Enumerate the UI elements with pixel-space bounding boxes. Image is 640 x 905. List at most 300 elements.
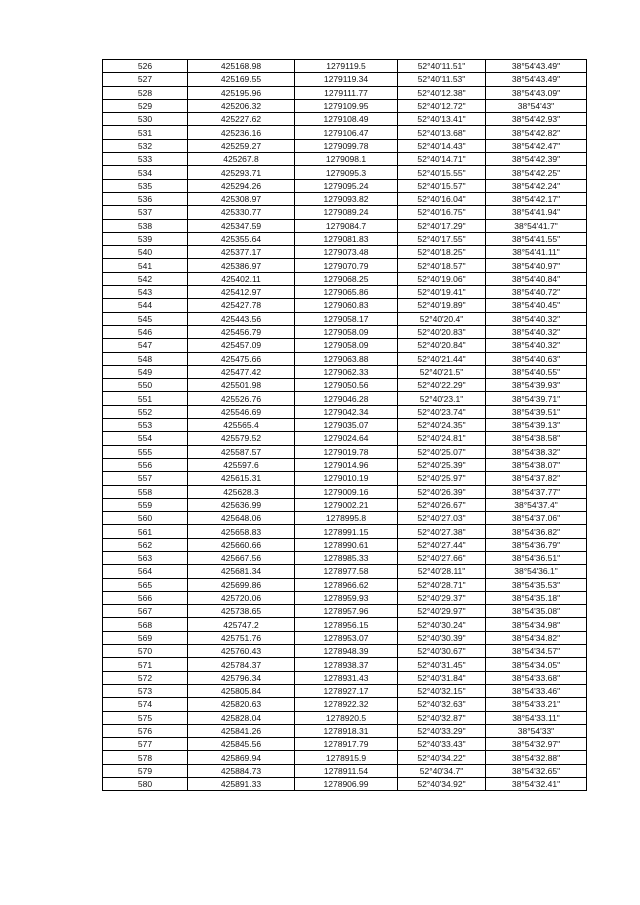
point-number-cell: 566 — [103, 591, 188, 604]
x-coordinate-cell: 425546.69 — [188, 405, 295, 418]
latitude-cell: 52°40'30.39" — [398, 631, 486, 644]
point-number-cell: 536 — [103, 192, 188, 205]
latitude-cell: 52°40'20.84" — [398, 339, 486, 352]
y-coordinate-cell: 1278977.58 — [295, 565, 398, 578]
x-coordinate-cell: 425236.16 — [188, 126, 295, 139]
point-number-cell: 579 — [103, 764, 188, 777]
longitude-cell: 38°54'33" — [486, 724, 587, 737]
x-coordinate-cell: 425227.62 — [188, 113, 295, 126]
longitude-cell: 38°54'38.07" — [486, 458, 587, 471]
table-row — [103, 578, 587, 591]
x-coordinate-cell: 425820.63 — [188, 698, 295, 711]
point-number-cell: 570 — [103, 645, 188, 658]
y-coordinate-cell: 1279062.33 — [295, 365, 398, 378]
table-row — [103, 485, 587, 498]
y-coordinate-cell: 1278906.99 — [295, 778, 398, 791]
latitude-cell: 52°40'12.72" — [398, 99, 486, 112]
point-number-cell: 555 — [103, 445, 188, 458]
point-number-cell: 545 — [103, 312, 188, 325]
table-row — [103, 698, 587, 711]
latitude-cell: 52°40'33.43" — [398, 738, 486, 751]
y-coordinate-cell: 1279068.25 — [295, 272, 398, 285]
x-coordinate-cell: 425412.97 — [188, 286, 295, 299]
y-coordinate-cell: 1278957.96 — [295, 605, 398, 618]
point-number-cell: 573 — [103, 684, 188, 697]
x-coordinate-cell: 425648.06 — [188, 512, 295, 525]
table-row — [103, 472, 587, 485]
x-coordinate-cell: 425293.71 — [188, 166, 295, 179]
longitude-cell: 38°54'40.72" — [486, 286, 587, 299]
longitude-cell: 38°54'38.58" — [486, 432, 587, 445]
table-row — [103, 751, 587, 764]
x-coordinate-cell: 425805.84 — [188, 684, 295, 697]
table-row — [103, 538, 587, 551]
point-number-cell: 561 — [103, 525, 188, 538]
point-number-cell: 544 — [103, 299, 188, 312]
longitude-cell: 38°54'35.18" — [486, 591, 587, 604]
point-number-cell: 574 — [103, 698, 188, 711]
point-number-cell: 569 — [103, 631, 188, 644]
point-number-cell: 548 — [103, 352, 188, 365]
longitude-cell: 38°54'40.32" — [486, 339, 587, 352]
latitude-cell: 52°40'23.74" — [398, 405, 486, 418]
point-number-cell: 550 — [103, 379, 188, 392]
table-row — [103, 724, 587, 737]
point-number-cell: 533 — [103, 153, 188, 166]
y-coordinate-cell: 1278918.31 — [295, 724, 398, 737]
point-number-cell: 540 — [103, 246, 188, 259]
longitude-cell: 38°54'39.51" — [486, 405, 587, 418]
y-coordinate-cell: 1279019.78 — [295, 445, 398, 458]
table-row — [103, 166, 587, 179]
latitude-cell: 52°40'30.24" — [398, 618, 486, 631]
table-row — [103, 379, 587, 392]
table-row — [103, 99, 587, 112]
x-coordinate-cell: 425681.34 — [188, 565, 295, 578]
point-number-cell: 539 — [103, 232, 188, 245]
latitude-cell: 52°40'33.29" — [398, 724, 486, 737]
longitude-cell: 38°54'39.71" — [486, 392, 587, 405]
latitude-cell: 52°40'26.39" — [398, 485, 486, 498]
x-coordinate-cell: 425294.26 — [188, 179, 295, 192]
x-coordinate-cell: 425501.98 — [188, 379, 295, 392]
latitude-cell: 52°40'12.38" — [398, 86, 486, 99]
point-number-cell: 580 — [103, 778, 188, 791]
point-number-cell: 546 — [103, 325, 188, 338]
table-row — [103, 432, 587, 445]
latitude-cell: 52°40'22.29" — [398, 379, 486, 392]
x-coordinate-cell: 425259.27 — [188, 139, 295, 152]
longitude-cell: 38°54'39.13" — [486, 419, 587, 432]
latitude-cell: 52°40'32.15" — [398, 684, 486, 697]
point-number-cell: 528 — [103, 86, 188, 99]
point-number-cell: 567 — [103, 605, 188, 618]
x-coordinate-cell: 425869.94 — [188, 751, 295, 764]
latitude-cell: 52°40'20.4" — [398, 312, 486, 325]
x-coordinate-cell: 425660.66 — [188, 538, 295, 551]
y-coordinate-cell: 1278911.54 — [295, 764, 398, 777]
point-number-cell: 563 — [103, 551, 188, 564]
point-number-cell: 553 — [103, 419, 188, 432]
table-row — [103, 73, 587, 86]
y-coordinate-cell: 1279010.19 — [295, 472, 398, 485]
point-number-cell: 568 — [103, 618, 188, 631]
x-coordinate-cell: 425526.76 — [188, 392, 295, 405]
table-row — [103, 591, 587, 604]
table-row — [103, 445, 587, 458]
latitude-cell: 52°40'13.68" — [398, 126, 486, 139]
longitude-cell: 38°54'40.32" — [486, 312, 587, 325]
latitude-cell: 52°40'25.07" — [398, 445, 486, 458]
latitude-cell: 52°40'25.97" — [398, 472, 486, 485]
y-coordinate-cell: 1279002.21 — [295, 498, 398, 511]
table-row — [103, 419, 587, 432]
y-coordinate-cell: 1279042.34 — [295, 405, 398, 418]
y-coordinate-cell: 1279109.95 — [295, 99, 398, 112]
y-coordinate-cell: 1279058.09 — [295, 325, 398, 338]
point-number-cell: 547 — [103, 339, 188, 352]
point-number-cell: 526 — [103, 60, 188, 73]
table-row — [103, 458, 587, 471]
y-coordinate-cell: 1279099.78 — [295, 139, 398, 152]
table-row — [103, 246, 587, 259]
table-row — [103, 286, 587, 299]
x-coordinate-cell: 425347.59 — [188, 219, 295, 232]
longitude-cell: 38°54'42.25" — [486, 166, 587, 179]
latitude-cell: 52°40'26.67" — [398, 498, 486, 511]
table-row — [103, 179, 587, 192]
x-coordinate-cell: 425587.57 — [188, 445, 295, 458]
point-number-cell: 556 — [103, 458, 188, 471]
table-row — [103, 299, 587, 312]
y-coordinate-cell: 1278920.5 — [295, 711, 398, 724]
longitude-cell: 38°54'42.17" — [486, 192, 587, 205]
y-coordinate-cell: 1278990.61 — [295, 538, 398, 551]
latitude-cell: 52°40'17.29" — [398, 219, 486, 232]
y-coordinate-cell: 1278966.62 — [295, 578, 398, 591]
point-number-cell: 575 — [103, 711, 188, 724]
point-number-cell: 542 — [103, 272, 188, 285]
latitude-cell: 52°40'28.11" — [398, 565, 486, 578]
latitude-cell: 52°40'34.92" — [398, 778, 486, 791]
longitude-cell: 38°54'36.79" — [486, 538, 587, 551]
latitude-cell: 52°40'27.38" — [398, 525, 486, 538]
x-coordinate-cell: 425658.83 — [188, 525, 295, 538]
x-coordinate-cell: 425565.4 — [188, 419, 295, 432]
x-coordinate-cell: 425636.99 — [188, 498, 295, 511]
latitude-cell: 52°40'16.75" — [398, 206, 486, 219]
latitude-cell: 52°40'31.84" — [398, 671, 486, 684]
y-coordinate-cell: 1279046.28 — [295, 392, 398, 405]
latitude-cell: 52°40'24.35" — [398, 419, 486, 432]
longitude-cell: 38°54'43" — [486, 99, 587, 112]
latitude-cell: 52°40'11.51" — [398, 60, 486, 73]
x-coordinate-cell: 425667.56 — [188, 551, 295, 564]
latitude-cell: 52°40'27.44" — [398, 538, 486, 551]
x-coordinate-cell: 425796.34 — [188, 671, 295, 684]
longitude-cell: 38°54'34.82" — [486, 631, 587, 644]
point-number-cell: 562 — [103, 538, 188, 551]
y-coordinate-cell: 1279060.83 — [295, 299, 398, 312]
point-number-cell: 534 — [103, 166, 188, 179]
x-coordinate-cell: 425597.6 — [188, 458, 295, 471]
y-coordinate-cell: 1278938.37 — [295, 658, 398, 671]
y-coordinate-cell: 1279093.82 — [295, 192, 398, 205]
table-row — [103, 86, 587, 99]
table-row — [103, 525, 587, 538]
point-number-cell: 530 — [103, 113, 188, 126]
table-row — [103, 153, 587, 166]
latitude-cell: 52°40'13.41" — [398, 113, 486, 126]
longitude-cell: 38°54'39.93" — [486, 379, 587, 392]
longitude-cell: 38°54'37.77" — [486, 485, 587, 498]
latitude-cell: 52°40'24.81" — [398, 432, 486, 445]
latitude-cell: 52°40'15.55" — [398, 166, 486, 179]
y-coordinate-cell: 1279098.1 — [295, 153, 398, 166]
table-row — [103, 113, 587, 126]
x-coordinate-cell: 425579.52 — [188, 432, 295, 445]
point-number-cell: 541 — [103, 259, 188, 272]
point-number-cell: 558 — [103, 485, 188, 498]
x-coordinate-cell: 425751.76 — [188, 631, 295, 644]
x-coordinate-cell: 425628.3 — [188, 485, 295, 498]
longitude-cell: 38°54'36.82" — [486, 525, 587, 538]
coordinates-table — [102, 59, 587, 791]
x-coordinate-cell: 425386.97 — [188, 259, 295, 272]
longitude-cell: 38°54'40.45" — [486, 299, 587, 312]
y-coordinate-cell: 1279081.83 — [295, 232, 398, 245]
x-coordinate-cell: 425615.31 — [188, 472, 295, 485]
point-number-cell: 549 — [103, 365, 188, 378]
latitude-cell: 52°40'11.53" — [398, 73, 486, 86]
longitude-cell: 38°54'33.21" — [486, 698, 587, 711]
y-coordinate-cell: 1279084.7 — [295, 219, 398, 232]
table-row — [103, 352, 587, 365]
y-coordinate-cell: 1278953.07 — [295, 631, 398, 644]
y-coordinate-cell: 1278959.93 — [295, 591, 398, 604]
y-coordinate-cell: 1278915.9 — [295, 751, 398, 764]
latitude-cell: 52°40'34.22" — [398, 751, 486, 764]
y-coordinate-cell: 1278995.8 — [295, 512, 398, 525]
longitude-cell: 38°54'41.7" — [486, 219, 587, 232]
longitude-cell: 38°54'32.97" — [486, 738, 587, 751]
longitude-cell: 38°54'42.39" — [486, 153, 587, 166]
point-number-cell: 535 — [103, 179, 188, 192]
table-row — [103, 738, 587, 751]
table-row — [103, 618, 587, 631]
latitude-cell: 52°40'29.37" — [398, 591, 486, 604]
y-coordinate-cell: 1279024.64 — [295, 432, 398, 445]
y-coordinate-cell: 1278922.32 — [295, 698, 398, 711]
table-body — [103, 60, 587, 791]
longitude-cell: 38°54'40.55" — [486, 365, 587, 378]
y-coordinate-cell: 1278956.15 — [295, 618, 398, 631]
latitude-cell: 52°40'16.04" — [398, 192, 486, 205]
latitude-cell: 52°40'28.71" — [398, 578, 486, 591]
latitude-cell: 52°40'18.25" — [398, 246, 486, 259]
latitude-cell: 52°40'20.83" — [398, 325, 486, 338]
x-coordinate-cell: 425884.73 — [188, 764, 295, 777]
y-coordinate-cell: 1279050.56 — [295, 379, 398, 392]
longitude-cell: 38°54'38.32" — [486, 445, 587, 458]
point-number-cell: 564 — [103, 565, 188, 578]
point-number-cell: 560 — [103, 512, 188, 525]
point-number-cell: 577 — [103, 738, 188, 751]
point-number-cell: 571 — [103, 658, 188, 671]
longitude-cell: 38°54'40.97" — [486, 259, 587, 272]
x-coordinate-cell: 425443.56 — [188, 312, 295, 325]
x-coordinate-cell: 425845.56 — [188, 738, 295, 751]
y-coordinate-cell: 1279108.49 — [295, 113, 398, 126]
y-coordinate-cell: 1279063.88 — [295, 352, 398, 365]
y-coordinate-cell: 1279073.48 — [295, 246, 398, 259]
y-coordinate-cell: 1279119.34 — [295, 73, 398, 86]
longitude-cell: 38°54'41.94" — [486, 206, 587, 219]
x-coordinate-cell: 425457.09 — [188, 339, 295, 352]
latitude-cell: 52°40'27.03" — [398, 512, 486, 525]
latitude-cell: 52°40'19.89" — [398, 299, 486, 312]
y-coordinate-cell: 1278931.43 — [295, 671, 398, 684]
x-coordinate-cell: 425427.78 — [188, 299, 295, 312]
latitude-cell: 52°40'34.7" — [398, 764, 486, 777]
x-coordinate-cell: 425841.26 — [188, 724, 295, 737]
x-coordinate-cell: 425206.32 — [188, 99, 295, 112]
latitude-cell: 52°40'19.06" — [398, 272, 486, 285]
longitude-cell: 38°54'41.55" — [486, 232, 587, 245]
x-coordinate-cell: 425168.98 — [188, 60, 295, 73]
point-number-cell: 565 — [103, 578, 188, 591]
y-coordinate-cell: 1279035.07 — [295, 419, 398, 432]
y-coordinate-cell: 1278985.33 — [295, 551, 398, 564]
table-row — [103, 631, 587, 644]
x-coordinate-cell: 425891.33 — [188, 778, 295, 791]
longitude-cell: 38°54'43.49" — [486, 60, 587, 73]
point-number-cell: 552 — [103, 405, 188, 418]
x-coordinate-cell: 425308.97 — [188, 192, 295, 205]
y-coordinate-cell: 1279095.24 — [295, 179, 398, 192]
longitude-cell: 38°54'32.88" — [486, 751, 587, 764]
x-coordinate-cell: 425402.11 — [188, 272, 295, 285]
latitude-cell: 52°40'18.57" — [398, 259, 486, 272]
y-coordinate-cell: 1279058.09 — [295, 339, 398, 352]
y-coordinate-cell: 1279119.5 — [295, 60, 398, 73]
table-row — [103, 551, 587, 564]
longitude-cell: 38°54'43.49" — [486, 73, 587, 86]
y-coordinate-cell: 1279058.17 — [295, 312, 398, 325]
table-row — [103, 206, 587, 219]
longitude-cell: 38°54'43.09" — [486, 86, 587, 99]
x-coordinate-cell: 425377.17 — [188, 246, 295, 259]
point-number-cell: 572 — [103, 671, 188, 684]
longitude-cell: 38°54'40.63" — [486, 352, 587, 365]
table-row — [103, 711, 587, 724]
table-row — [103, 126, 587, 139]
point-number-cell: 559 — [103, 498, 188, 511]
point-number-cell: 538 — [103, 219, 188, 232]
longitude-cell: 38°54'40.84" — [486, 272, 587, 285]
x-coordinate-cell: 425456.79 — [188, 325, 295, 338]
table-row — [103, 219, 587, 232]
table-row — [103, 565, 587, 578]
x-coordinate-cell: 425747.2 — [188, 618, 295, 631]
x-coordinate-cell: 425355.64 — [188, 232, 295, 245]
longitude-cell: 38°54'33.46" — [486, 684, 587, 697]
longitude-cell: 38°54'37.06" — [486, 512, 587, 525]
longitude-cell: 38°54'40.32" — [486, 325, 587, 338]
latitude-cell: 52°40'23.1" — [398, 392, 486, 405]
y-coordinate-cell: 1278948.39 — [295, 645, 398, 658]
table-row — [103, 232, 587, 245]
longitude-cell: 38°54'42.47" — [486, 139, 587, 152]
longitude-cell: 38°54'33.11" — [486, 711, 587, 724]
latitude-cell: 52°40'19.41" — [398, 286, 486, 299]
latitude-cell: 52°40'25.39" — [398, 458, 486, 471]
longitude-cell: 38°54'34.98" — [486, 618, 587, 631]
longitude-cell: 38°54'35.53" — [486, 578, 587, 591]
table-row — [103, 259, 587, 272]
point-number-cell: 578 — [103, 751, 188, 764]
x-coordinate-cell: 425477.42 — [188, 365, 295, 378]
y-coordinate-cell: 1279111.77 — [295, 86, 398, 99]
point-number-cell: 543 — [103, 286, 188, 299]
y-coordinate-cell: 1279070.79 — [295, 259, 398, 272]
latitude-cell: 52°40'14.43" — [398, 139, 486, 152]
x-coordinate-cell: 425784.37 — [188, 658, 295, 671]
longitude-cell: 38°54'36.51" — [486, 551, 587, 564]
longitude-cell: 38°54'37.4" — [486, 498, 587, 511]
latitude-cell: 52°40'14.71" — [398, 153, 486, 166]
latitude-cell: 52°40'29.97" — [398, 605, 486, 618]
y-coordinate-cell: 1279014.96 — [295, 458, 398, 471]
y-coordinate-cell: 1279095.3 — [295, 166, 398, 179]
longitude-cell: 38°54'35.08" — [486, 605, 587, 618]
latitude-cell: 52°40'32.87" — [398, 711, 486, 724]
latitude-cell: 52°40'31.45" — [398, 658, 486, 671]
point-number-cell: 551 — [103, 392, 188, 405]
table-row — [103, 60, 587, 73]
table-row — [103, 605, 587, 618]
table-row — [103, 512, 587, 525]
point-number-cell: 529 — [103, 99, 188, 112]
x-coordinate-cell: 425738.65 — [188, 605, 295, 618]
point-number-cell: 532 — [103, 139, 188, 152]
latitude-cell: 52°40'21.44" — [398, 352, 486, 365]
y-coordinate-cell: 1278927.17 — [295, 684, 398, 697]
x-coordinate-cell: 425195.96 — [188, 86, 295, 99]
longitude-cell: 38°54'41.11" — [486, 246, 587, 259]
point-number-cell: 554 — [103, 432, 188, 445]
table-row — [103, 671, 587, 684]
table-row — [103, 658, 587, 671]
table-row — [103, 325, 587, 338]
longitude-cell: 38°54'36.1" — [486, 565, 587, 578]
table-row — [103, 645, 587, 658]
x-coordinate-cell: 425169.55 — [188, 73, 295, 86]
longitude-cell: 38°54'42.82" — [486, 126, 587, 139]
x-coordinate-cell: 425828.04 — [188, 711, 295, 724]
table-row — [103, 192, 587, 205]
point-number-cell: 527 — [103, 73, 188, 86]
longitude-cell: 38°54'33.68" — [486, 671, 587, 684]
point-number-cell: 531 — [103, 126, 188, 139]
latitude-cell: 52°40'27.66" — [398, 551, 486, 564]
latitude-cell: 52°40'30.67" — [398, 645, 486, 658]
x-coordinate-cell: 425330.77 — [188, 206, 295, 219]
x-coordinate-cell: 425699.86 — [188, 578, 295, 591]
y-coordinate-cell: 1279089.24 — [295, 206, 398, 219]
point-number-cell: 537 — [103, 206, 188, 219]
x-coordinate-cell: 425720.06 — [188, 591, 295, 604]
